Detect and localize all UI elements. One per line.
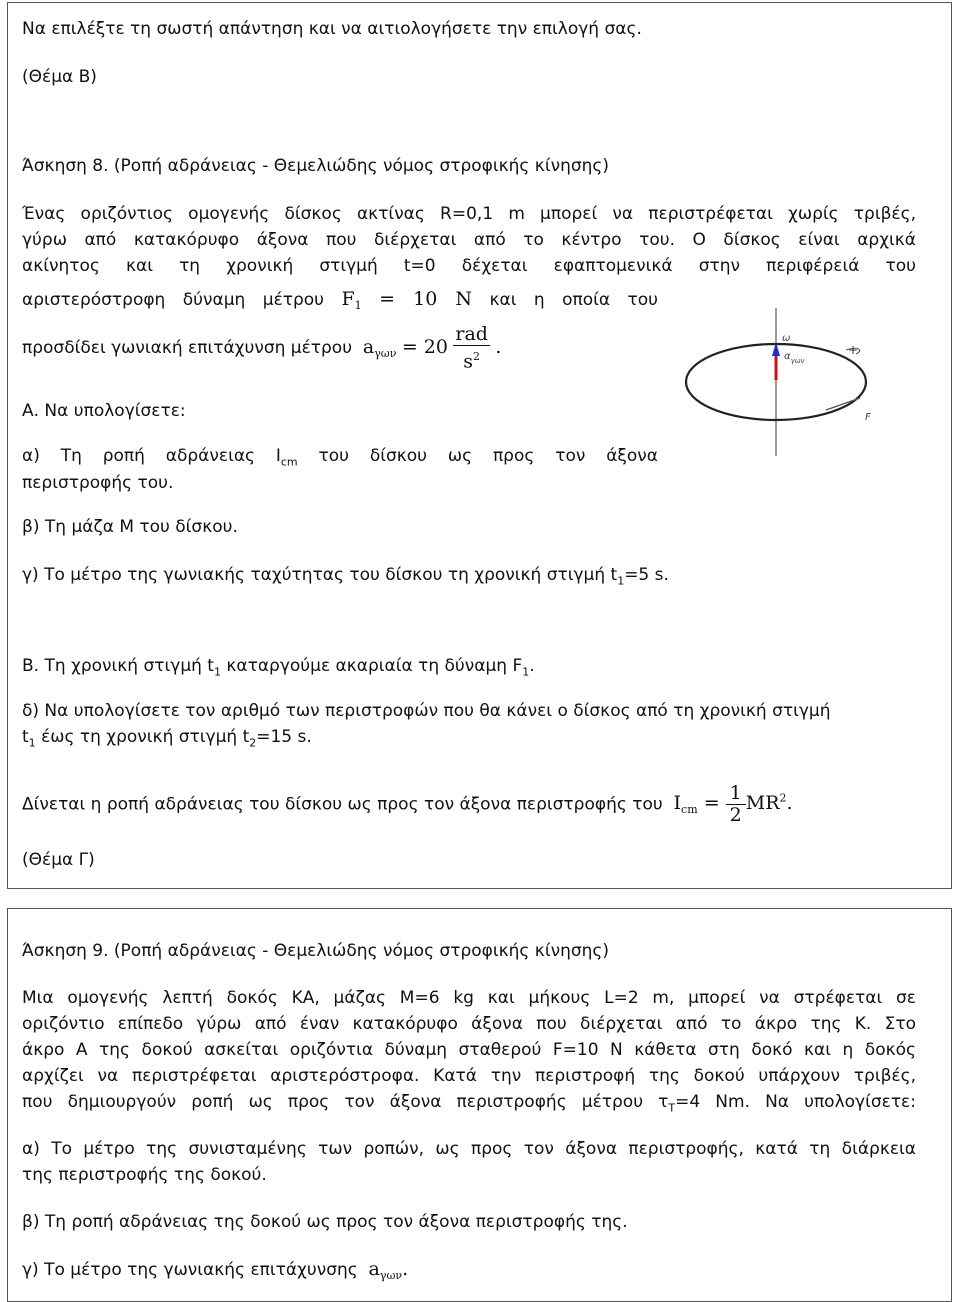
ex8-text-line-1: Ένας οριζόντιος ομογενής δίσκος ακτίνας R=0,1 m μπορεί να περιστρέφεται χωρίς τριβές, (22, 204, 916, 224)
rotation-direction-icon (846, 343, 860, 357)
force-label: F (865, 412, 871, 423)
question-c: γ) Το μέτρο της γωνιακής ταχύτητας του δίσκου τη χρονική στιγμή $t_1=5$ s. (22, 565, 669, 588)
exercise-8-title: Άσκηση 8. (Ροπή αδράνειας - Θεμελιώδης νόμος στροφικής κίνησης) (22, 156, 609, 176)
ex9-question-c: γ) Το μέτρο της γωνιακής επιτάχυνσης $a_{\gamma\omega\nu}$. (22, 1258, 409, 1282)
ex8-line4-post: και η οποία του (489, 290, 659, 310)
ex8-text-line-4 (22, 288, 658, 317)
question-b: β) Τη μάζα Μ του δίσκου. (22, 517, 238, 537)
ex9-text-line-1: Μια ομογενής λεπτή δοκός ΚΑ, μάζας Μ=6 kg και μήκους L=2 m, μπορεί να στρέφεται σε (22, 988, 916, 1008)
ex9-text-line-3: άκρο Α της δοκού ασκείται οριζόντια δύναμη σταθερού F=10 N κάθετα στη δοκό και η δοκός (22, 1040, 916, 1060)
ex8-line5-pre: προσδίδει γωνιακή επιτάχυνση μέτρου (22, 338, 353, 358)
ex9-question-a-line-1: α) Το μέτρο της συνισταμένης των ροπών, ως προς τον άξονα περιστροφής, κατά τη διάρκεια (22, 1139, 916, 1159)
ex8-text-line-3: ακίνητος και τη χρονική στιγμή t=0 δέχεται εφαπτομενικά στην περιφέρειά του (22, 256, 916, 276)
question-a-line-2: περιστροφής του. (22, 473, 174, 493)
question-d-line-1: δ) Να υπολογίσετε τον αριθμό των περιστροφών που θα κάνει ο δίσκος από τη χρονική στιγμή (22, 701, 831, 721)
ex9-text-line-4: αρχίζει να περιστρέφεται αριστερόστροφα. Κατά την περιστροφή της δοκού υπάρχουν τριβές, (22, 1066, 916, 1086)
ex8-text-line-5: προσδίδει γωνιακή επιτάχυνση μέτρου $a_{\gamma\omega\nu} = 20$ $\frac{\text{rad}}{s^2}$ . (22, 322, 502, 373)
given-fraction: $\frac{1}{2}$ (726, 783, 746, 826)
ex9-text-line-5: που δημιουργούν ροπή ως προς τον άξονα περιστροφής μέτρου $\tau_T=4$ Nm. Να υπολογίσετε: (22, 1092, 916, 1115)
question-a-line-1: α) Τη ροπή αδράνειας $I_{cm}$ του δίσκου ως προς τον άξονα (22, 446, 658, 469)
acceleration-symbol: $a_{\gamma\omega\nu}$ (362, 336, 397, 360)
ex8-line4-pre: αριστερόστροφη δύναμη μέτρου (22, 290, 325, 310)
disc-figure (676, 308, 876, 458)
svg-text:+: + (848, 343, 859, 357)
ex9-question-b: β) Τη ροπή αδράνειας της δοκού ως προς τον άξονα περιστροφής της. (22, 1212, 628, 1232)
acceleration-unit: $\frac{\text{rad}}{s^2}$ (455, 322, 488, 373)
alpha-label: $\alpha_{\gamma\omega\nu}$ (784, 351, 805, 365)
part-a-heading: Α. Να υπολογίσετε: (22, 401, 186, 421)
ex9-question-a-line-2: της περιστροφής της δοκού. (22, 1165, 267, 1185)
ex9-angular-acceleration-symbol: $a_{\gamma\omega\nu}$. (368, 1258, 409, 1282)
topic-label-b: (Θέμα Β) (22, 67, 97, 87)
part-b-heading: Β. Τη χρονική στιγμή $t_1$ καταργούμε ακαριαία τη δύναμη $F_1$. (22, 656, 535, 679)
ex8-text-line-2: γύρω από κατακόρυφο άξονα που διέρχεται από το κέντρο του. Ο δίσκος είναι αρχικά (22, 230, 916, 250)
question-d-line-2: $t_1$ έως τη χρονική στιγμή $t_2=15$ s. (22, 727, 312, 750)
force-value: = 10 N (379, 288, 473, 310)
instruction-text: Να επιλέξτε τη σωστή απάντηση και να αιτιολογήσετε την επιλογή σας. (22, 19, 642, 39)
omega-label: ω (782, 333, 791, 344)
force-symbol: $F_1$ (341, 288, 362, 312)
topic-label-c: (Θέμα Γ) (22, 850, 95, 870)
exercise-9-title: Άσκηση 9. (Ροπή αδράνειας - Θεμελιώδης νόμος στροφικής κίνησης) (22, 941, 609, 961)
given-formula: $I_{cm}$ = (673, 792, 720, 817)
acceleration-value: = 20 (401, 336, 448, 358)
given-moment-of-inertia: Δίνεται η ροπή αδράνειας του δίσκου ως προς τον άξονα περιστροφής του $I_{cm}$ = $\frac{1}{2}$ $MR^2$. (22, 781, 793, 826)
ex9-text-line-2: οριζόντιο επίπεδο γύρω από έναν κατακόρυφο άξονα που διέρχεται από το άκρο της Κ. Στο (22, 1014, 916, 1034)
